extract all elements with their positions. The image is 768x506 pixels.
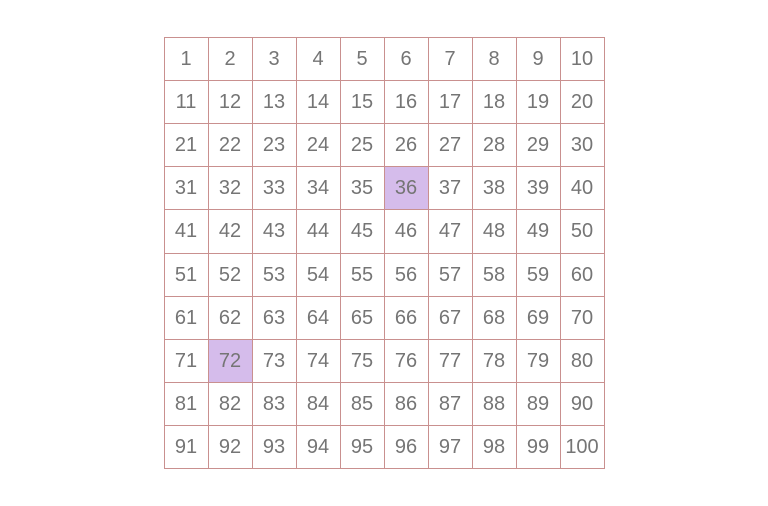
grid-cell-27[interactable]: 27 <box>429 124 473 167</box>
grid-cell-100[interactable]: 100 <box>561 426 605 469</box>
grid-cell-81[interactable]: 81 <box>165 383 209 426</box>
grid-cell-57[interactable]: 57 <box>429 254 473 297</box>
grid-cell-16[interactable]: 16 <box>385 81 429 124</box>
grid-cell-7[interactable]: 7 <box>429 38 473 81</box>
grid-cell-12[interactable]: 12 <box>209 81 253 124</box>
grid-cell-96[interactable]: 96 <box>385 426 429 469</box>
grid-cell-74[interactable]: 74 <box>297 340 341 383</box>
grid-cell-55[interactable]: 55 <box>341 254 385 297</box>
grid-cell-31[interactable]: 31 <box>165 167 209 210</box>
grid-cell-94[interactable]: 94 <box>297 426 341 469</box>
grid-cell-43[interactable]: 43 <box>253 210 297 253</box>
grid-cell-58[interactable]: 58 <box>473 254 517 297</box>
grid-cell-72[interactable]: 72 <box>209 340 253 383</box>
grid-cell-90[interactable]: 90 <box>561 383 605 426</box>
grid-cell-35[interactable]: 35 <box>341 167 385 210</box>
grid-cell-91[interactable]: 91 <box>165 426 209 469</box>
grid-cell-99[interactable]: 99 <box>517 426 561 469</box>
grid-cell-33[interactable]: 33 <box>253 167 297 210</box>
grid-cell-97[interactable]: 97 <box>429 426 473 469</box>
grid-cell-8[interactable]: 8 <box>473 38 517 81</box>
grid-cell-38[interactable]: 38 <box>473 167 517 210</box>
grid-cell-22[interactable]: 22 <box>209 124 253 167</box>
grid-cell-4[interactable]: 4 <box>297 38 341 81</box>
grid-cell-46[interactable]: 46 <box>385 210 429 253</box>
grid-cell-85[interactable]: 85 <box>341 383 385 426</box>
grid-cell-6[interactable]: 6 <box>385 38 429 81</box>
grid-cell-44[interactable]: 44 <box>297 210 341 253</box>
grid-cell-20[interactable]: 20 <box>561 81 605 124</box>
grid-cell-2[interactable]: 2 <box>209 38 253 81</box>
hundred-chart-grid <box>164 37 605 470</box>
grid-cell-50[interactable]: 50 <box>561 210 605 253</box>
grid-cell-87[interactable]: 87 <box>429 383 473 426</box>
grid-cell-75[interactable]: 75 <box>341 340 385 383</box>
grid-cell-80[interactable]: 80 <box>561 340 605 383</box>
grid-cell-83[interactable]: 83 <box>253 383 297 426</box>
grid-cell-9[interactable]: 9 <box>517 38 561 81</box>
grid-cell-95[interactable]: 95 <box>341 426 385 469</box>
grid-cell-66[interactable]: 66 <box>385 297 429 340</box>
grid-cell-77[interactable]: 77 <box>429 340 473 383</box>
grid-cell-41[interactable]: 41 <box>165 210 209 253</box>
grid-cell-98[interactable]: 98 <box>473 426 517 469</box>
grid-cell-5[interactable]: 5 <box>341 38 385 81</box>
grid-cell-32[interactable]: 32 <box>209 167 253 210</box>
grid-cell-65[interactable]: 65 <box>341 297 385 340</box>
grid-cell-62[interactable]: 62 <box>209 297 253 340</box>
grid-cell-36[interactable]: 36 <box>385 167 429 210</box>
grid-cell-3[interactable]: 3 <box>253 38 297 81</box>
grid-cell-29[interactable]: 29 <box>517 124 561 167</box>
grid-cell-25[interactable]: 25 <box>341 124 385 167</box>
grid-cell-11[interactable]: 11 <box>165 81 209 124</box>
grid-cell-37[interactable]: 37 <box>429 167 473 210</box>
grid-cell-17[interactable]: 17 <box>429 81 473 124</box>
grid-cell-40[interactable]: 40 <box>561 167 605 210</box>
grid-cell-30[interactable]: 30 <box>561 124 605 167</box>
grid-cell-21[interactable]: 21 <box>165 124 209 167</box>
grid-cell-49[interactable]: 49 <box>517 210 561 253</box>
grid-cell-56[interactable]: 56 <box>385 254 429 297</box>
grid-cell-93[interactable]: 93 <box>253 426 297 469</box>
grid-cell-79[interactable]: 79 <box>517 340 561 383</box>
grid-cell-26[interactable]: 26 <box>385 124 429 167</box>
grid-cell-10[interactable]: 10 <box>561 38 605 81</box>
grid-cell-84[interactable]: 84 <box>297 383 341 426</box>
grid-cell-59[interactable]: 59 <box>517 254 561 297</box>
grid-cell-42[interactable]: 42 <box>209 210 253 253</box>
grid-cell-1[interactable]: 1 <box>165 38 209 81</box>
grid-cell-76[interactable]: 76 <box>385 340 429 383</box>
grid-cell-78[interactable]: 78 <box>473 340 517 383</box>
grid-cell-70[interactable]: 70 <box>561 297 605 340</box>
grid-cell-52[interactable]: 52 <box>209 254 253 297</box>
grid-cell-39[interactable]: 39 <box>517 167 561 210</box>
grid-cell-47[interactable]: 47 <box>429 210 473 253</box>
grid-cell-67[interactable]: 67 <box>429 297 473 340</box>
grid-cell-89[interactable]: 89 <box>517 383 561 426</box>
grid-cell-34[interactable]: 34 <box>297 167 341 210</box>
grid-cell-68[interactable]: 68 <box>473 297 517 340</box>
grid-cell-14[interactable]: 14 <box>297 81 341 124</box>
grid-cell-63[interactable]: 63 <box>253 297 297 340</box>
grid-cell-88[interactable]: 88 <box>473 383 517 426</box>
grid-cell-28[interactable]: 28 <box>473 124 517 167</box>
grid-cell-60[interactable]: 60 <box>561 254 605 297</box>
grid-cell-23[interactable]: 23 <box>253 124 297 167</box>
grid-cell-45[interactable]: 45 <box>341 210 385 253</box>
grid-cell-51[interactable]: 51 <box>165 254 209 297</box>
grid-cell-64[interactable]: 64 <box>297 297 341 340</box>
grid-cell-82[interactable]: 82 <box>209 383 253 426</box>
grid-cell-71[interactable]: 71 <box>165 340 209 383</box>
grid-cell-54[interactable]: 54 <box>297 254 341 297</box>
grid-cell-15[interactable]: 15 <box>341 81 385 124</box>
grid-cell-73[interactable]: 73 <box>253 340 297 383</box>
grid-cell-18[interactable]: 18 <box>473 81 517 124</box>
grid-cell-53[interactable]: 53 <box>253 254 297 297</box>
grid-cell-13[interactable]: 13 <box>253 81 297 124</box>
grid-cell-19[interactable]: 19 <box>517 81 561 124</box>
grid-cell-61[interactable]: 61 <box>165 297 209 340</box>
grid-cell-86[interactable]: 86 <box>385 383 429 426</box>
grid-cell-69[interactable]: 69 <box>517 297 561 340</box>
grid-cell-48[interactable]: 48 <box>473 210 517 253</box>
grid-cell-24[interactable]: 24 <box>297 124 341 167</box>
grid-cell-92[interactable]: 92 <box>209 426 253 469</box>
